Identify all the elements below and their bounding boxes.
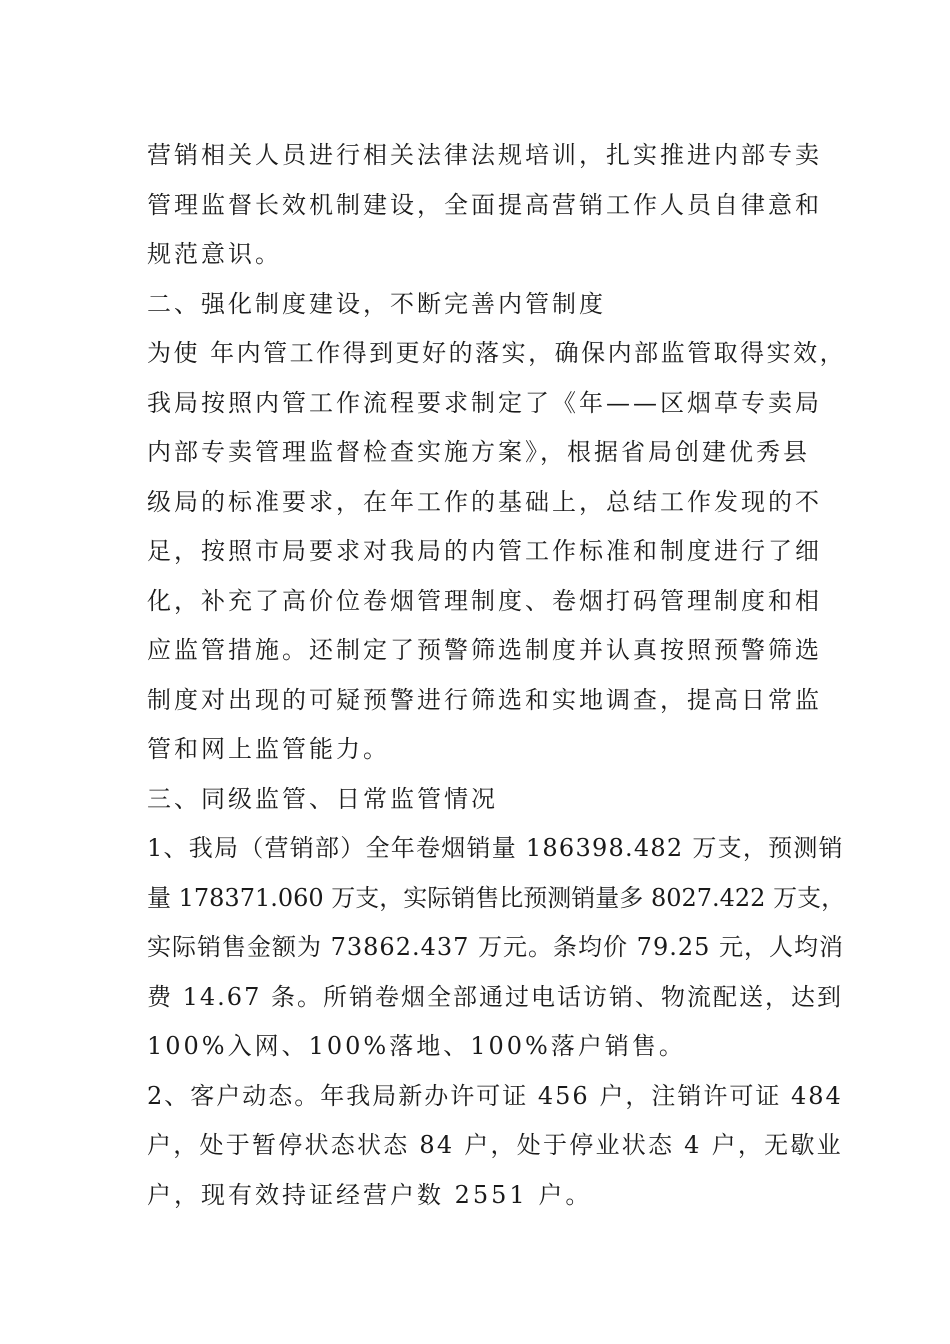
document-body bbox=[147, 131, 847, 1220]
section-heading-3: 三、同级监管、日常监管情况 bbox=[147, 784, 498, 813]
text-line: 为使 年内管工作得到更好的落实，确保内部监管取得实效， bbox=[147, 339, 847, 367]
text-line: 户，现有效持证经营户数 2551 户。 bbox=[147, 1180, 593, 1209]
text-line: 户，处于暂停状态状态 84 户，处于停业状态 4 户，无歇业 bbox=[147, 1131, 843, 1159]
text-line: 内部专卖管理监督检查实施方案》，根据省局创建优秀县 bbox=[147, 438, 810, 466]
text-line: 管和网上监管能力。 bbox=[147, 735, 390, 763]
text-line: 实际销售金额为 73862.437 万元。条均价 79.25 元，人均消 bbox=[147, 933, 845, 961]
text-line: 量 178371.060 万支，实际销售比预测销量多 8027.422 万支， bbox=[147, 883, 846, 912]
section-heading-2: 二、强化制度建设，不断完善内管制度 bbox=[147, 289, 606, 318]
text-line: 1、我局（营销部）全年卷烟销量 186398.482 万支，预测销 bbox=[147, 834, 844, 862]
text-line: 制度对出现的可疑预警进行筛选和实地调查，提高日常监 bbox=[147, 685, 822, 714]
text-line: 营销相关人员进行相关法律法规培训，扎实推进内部专卖 bbox=[147, 141, 822, 169]
text-line: 规范意识。 bbox=[147, 240, 282, 268]
text-line: 管理监督长效机制建设，全面提高营销工作人员自律意和 bbox=[147, 190, 822, 219]
text-line: 2、客户动态。年我局新办许可证 456 户，注销许可证 484 bbox=[147, 1081, 843, 1110]
text-line: 化，补充了高价位卷烟管理制度、卷烟打码管理制度和相 bbox=[147, 586, 822, 615]
text-line: 应监管措施。还制定了预警筛选制度并认真按照预警筛选 bbox=[147, 636, 822, 664]
text-line: 足，按照市局要求对我局的内管工作标准和制度进行了细 bbox=[147, 537, 822, 565]
text-line: 我局按照内管工作流程要求制定了《年——区烟草专卖局 bbox=[147, 388, 822, 417]
text-line: 费 14.67 条。所销卷烟全部通过电话访销、物流配送，达到 bbox=[147, 982, 843, 1011]
text-line: 100%入网、100%落地、100%落户销售。 bbox=[147, 1032, 686, 1060]
text-line: 级局的标准要求，在年工作的基础上，总结工作发现的不 bbox=[147, 487, 822, 516]
